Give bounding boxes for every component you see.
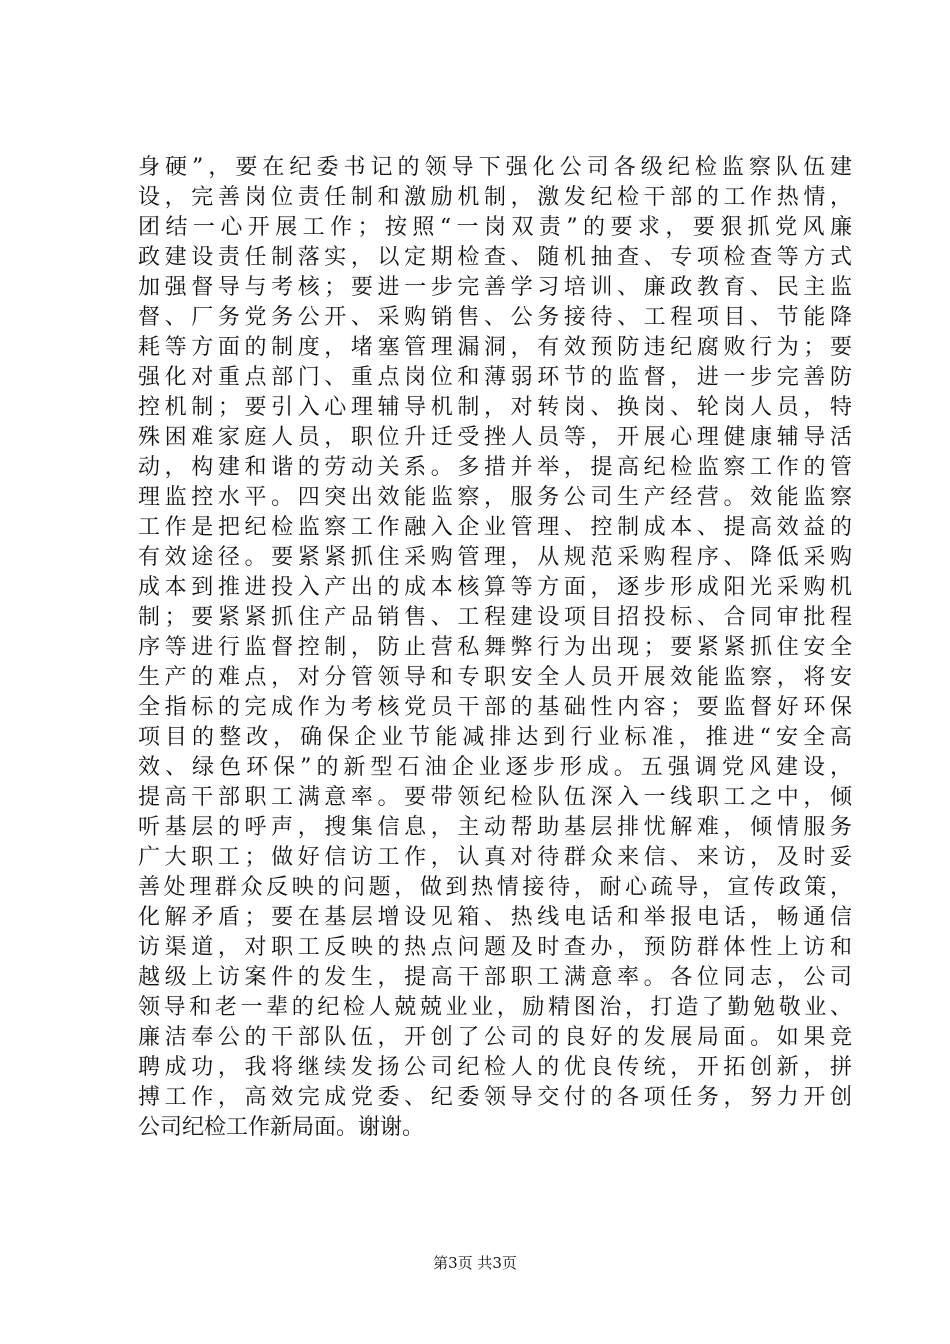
text-line: 理监控水平。四突出效能监察，服务公司生产经营。效能监察 — [138, 485, 852, 510]
text-line: 领导和老一辈的纪检人兢兢业业，励精图治，打造了勤勉敬业、 — [138, 995, 852, 1020]
text-line: 搏工作，高效完成党委、纪委领导交付的各项任务，努力开创 — [138, 1085, 852, 1110]
text-line: 身硬”，要在纪委书记的领导下强化公司各级纪检监察队伍建 — [138, 155, 852, 180]
text-line: 化解矛盾；要在基层增设见箱、热线电话和举报电话，畅通信 — [138, 905, 852, 930]
text-line: 殊困难家庭人员，职位升迁受挫人员等，开展心理健康辅导活 — [138, 425, 852, 450]
text-line: 动，构建和谐的劳动关系。多措并举，提高纪检监察工作的管 — [138, 455, 852, 480]
text-line: 项目的整改，确保企业节能减排达到行业标准，推进“安全高 — [138, 725, 852, 750]
text-line: 全指标的完成作为考核党员干部的基础性内容；要监督好环保 — [138, 695, 852, 720]
text-line: 聘成功，我将继续发扬公司纪检人的优良传统，开拓创新，拼 — [138, 1055, 852, 1080]
text-line: 团结一心开展工作；按照“一岗双责”的要求，要狠抓党风廉 — [138, 215, 852, 240]
text-line: 效、绿色环保”的新型石油企业逐步形成。五强调党风建设， — [138, 755, 852, 780]
text-line: 成本到推进投入产出的成本核算等方面，逐步形成阳光采购机 — [138, 575, 852, 600]
text-line: 控机制；要引入心理辅导机制，对转岗、换岗、轮岗人员，特 — [138, 395, 852, 420]
text-line: 制；要紧紧抓住产品销售、工程建设项目招投标、合同审批程 — [138, 605, 852, 630]
text-line: 工作是把纪检监察工作融入企业管理、控制成本、提高效益的 — [138, 515, 852, 540]
text-line: 强化对重点部门、重点岗位和薄弱环节的监督，进一步完善防 — [138, 365, 852, 390]
text-line: 访渠道，对职工反映的热点问题及时查办，预防群体性上访和 — [138, 935, 852, 960]
body-text — [138, 153, 852, 1143]
text-line: 越级上访案件的发生，提高干部职工满意率。各位同志，公司 — [138, 965, 852, 990]
text-line: 政建设责任制落实，以定期检查、随机抽查、专项检查等方式 — [138, 245, 852, 270]
text-line: 有效途径。要紧紧抓住采购管理，从规范采购程序、降低采购 — [138, 545, 852, 570]
text-line: 广大职工；做好信访工作，认真对待群众来信、来访，及时妥 — [138, 845, 852, 870]
text-line: 善处理群众反映的问题，做到热情接待，耐心疏导，宣传政策， — [138, 875, 852, 900]
text-line: 序等进行监督控制，防止营私舞弊行为出现；要紧紧抓住安全 — [138, 635, 852, 660]
page-number-label: 第3页 共3页 — [433, 1254, 517, 1272]
page-footer — [0, 1252, 950, 1273]
text-line: 督、厂务党务公开、采购销售、公务接待、工程项目、节能降 — [138, 305, 852, 330]
text-line: 生产的难点，对分管领导和专职安全人员开展效能监察，将安 — [138, 665, 852, 690]
text-line: 提高干部职工满意率。要带领纪检队伍深入一线职工之中，倾 — [138, 785, 852, 810]
text-line: 耗等方面的制度，堵塞管理漏洞，有效预防违纪腐败行为；要 — [138, 335, 852, 360]
text-line: 听基层的呼声，搜集信息，主动帮助基层排忧解难，倾情服务 — [138, 815, 852, 840]
text-line: 加强督导与考核；要进一步完善学习培训、廉政教育、民主监 — [138, 275, 852, 300]
text-line: 廉洁奉公的干部队伍，开创了公司的良好的发展局面。如果竞 — [138, 1025, 852, 1050]
text-line-last: 公司纪检工作新局面。谢谢。 — [138, 1115, 425, 1140]
text-line: 设，完善岗位责任制和激励机制，激发纪检干部的工作热情， — [138, 185, 852, 210]
